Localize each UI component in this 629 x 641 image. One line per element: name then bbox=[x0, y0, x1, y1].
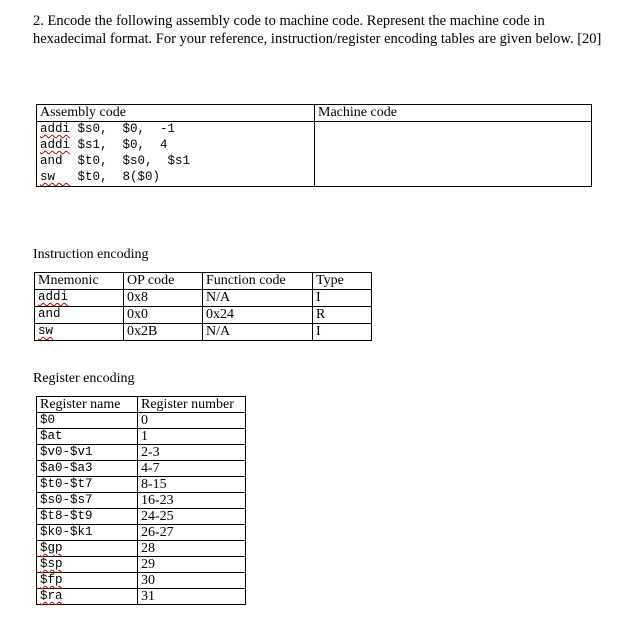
register-number-cell: 0 bbox=[138, 413, 246, 429]
assembly-args: $t0, $s0, $s1 bbox=[70, 154, 191, 168]
register-number-cell: 30 bbox=[138, 573, 246, 589]
mnemonic-text: addi bbox=[38, 290, 69, 304]
register-number-cell: 2-3 bbox=[138, 445, 246, 461]
register-number-cell: 29 bbox=[138, 557, 246, 573]
function-code-header: Function code bbox=[203, 273, 313, 290]
type-cell: R bbox=[313, 307, 372, 324]
assembly-args: $t0, 8($0) bbox=[70, 170, 161, 184]
register-name-cell bbox=[37, 573, 138, 589]
opcode-cell: 0x0 bbox=[124, 307, 203, 324]
register-name-cell: $t0-$t7 bbox=[37, 477, 138, 493]
register-encoding-table bbox=[36, 396, 246, 605]
register-number-cell: 4-7 bbox=[138, 461, 246, 477]
machine-code-cell bbox=[315, 122, 592, 139]
question-text: 2. Encode the following assembly code to machine code. Represent the machine code in hexadecimal format. For your reference, instruction/register encoding tables are given below. [20] bbox=[33, 13, 602, 47]
opcode-cell: 0x2B bbox=[124, 324, 203, 341]
mnemonic-text: and bbox=[38, 307, 61, 321]
function-code-cell: N/A bbox=[203, 290, 313, 307]
machine-code-cell bbox=[315, 170, 592, 187]
register-number-cell: 16-23 bbox=[138, 493, 246, 509]
assembly-line bbox=[37, 154, 315, 170]
register-name-cell: $at bbox=[37, 429, 138, 445]
instruction-encoding-title: Instruction encoding bbox=[33, 247, 149, 262]
function-code-cell: 0x24 bbox=[203, 307, 313, 324]
register-name-cell: $a0-$a3 bbox=[37, 461, 138, 477]
assembly-code-table bbox=[36, 104, 592, 187]
mnemonic-text: sw bbox=[38, 324, 54, 338]
register-name-cell: $t8-$t9 bbox=[37, 509, 138, 525]
opcode-header: OP code bbox=[124, 273, 203, 290]
assembly-args: $s1, $0, 4 bbox=[70, 138, 168, 152]
assembly-line bbox=[37, 138, 315, 154]
register-number-cell: 24-25 bbox=[138, 509, 246, 525]
register-encoding-title: Register encoding bbox=[33, 371, 135, 386]
register-name-cell: $0 bbox=[37, 413, 138, 429]
register-number-cell: 8-15 bbox=[138, 477, 246, 493]
assembly-op: addi bbox=[40, 122, 71, 136]
assembly-code-header: Assembly code bbox=[37, 105, 315, 122]
register-number-cell: 28 bbox=[138, 541, 246, 557]
register-name-text: $sp bbox=[40, 557, 63, 571]
mnemonic-cell bbox=[35, 307, 124, 324]
machine-code-header: Machine code bbox=[315, 105, 592, 122]
assembly-op: and bbox=[40, 154, 71, 168]
type-cell: I bbox=[313, 290, 372, 307]
register-number-header: Register number bbox=[138, 397, 246, 413]
type-header: Type bbox=[313, 273, 372, 290]
assembly-args: $s0, $0, -1 bbox=[70, 122, 176, 136]
opcode-cell: 0x8 bbox=[124, 290, 203, 307]
register-name-cell bbox=[37, 541, 138, 557]
mnemonic-cell bbox=[35, 324, 124, 341]
type-cell: I bbox=[313, 324, 372, 341]
function-code-cell: N/A bbox=[203, 324, 313, 341]
register-name-header: Register name bbox=[37, 397, 138, 413]
register-name-cell bbox=[37, 589, 138, 605]
assembly-op: addi bbox=[40, 138, 71, 152]
register-name-text: $ra bbox=[40, 589, 63, 603]
register-name-text: $gp bbox=[40, 541, 63, 555]
register-number-cell: 26-27 bbox=[138, 525, 246, 541]
register-name-cell: $s0-$s7 bbox=[37, 493, 138, 509]
register-name-cell bbox=[37, 557, 138, 573]
assembly-op: sw bbox=[40, 170, 71, 184]
machine-code-cell bbox=[315, 138, 592, 154]
assembly-line bbox=[37, 122, 315, 139]
register-number-cell: 1 bbox=[138, 429, 246, 445]
register-name-text: $fp bbox=[40, 573, 63, 587]
register-number-cell: 31 bbox=[138, 589, 246, 605]
mnemonic-cell bbox=[35, 290, 124, 307]
machine-code-cell bbox=[315, 154, 592, 170]
assembly-line bbox=[37, 170, 315, 187]
instruction-encoding-table bbox=[34, 272, 372, 341]
mnemonic-header: Mnemonic bbox=[35, 273, 124, 290]
register-name-cell: $k0-$k1 bbox=[37, 525, 138, 541]
register-name-cell: $v0-$v1 bbox=[37, 445, 138, 461]
